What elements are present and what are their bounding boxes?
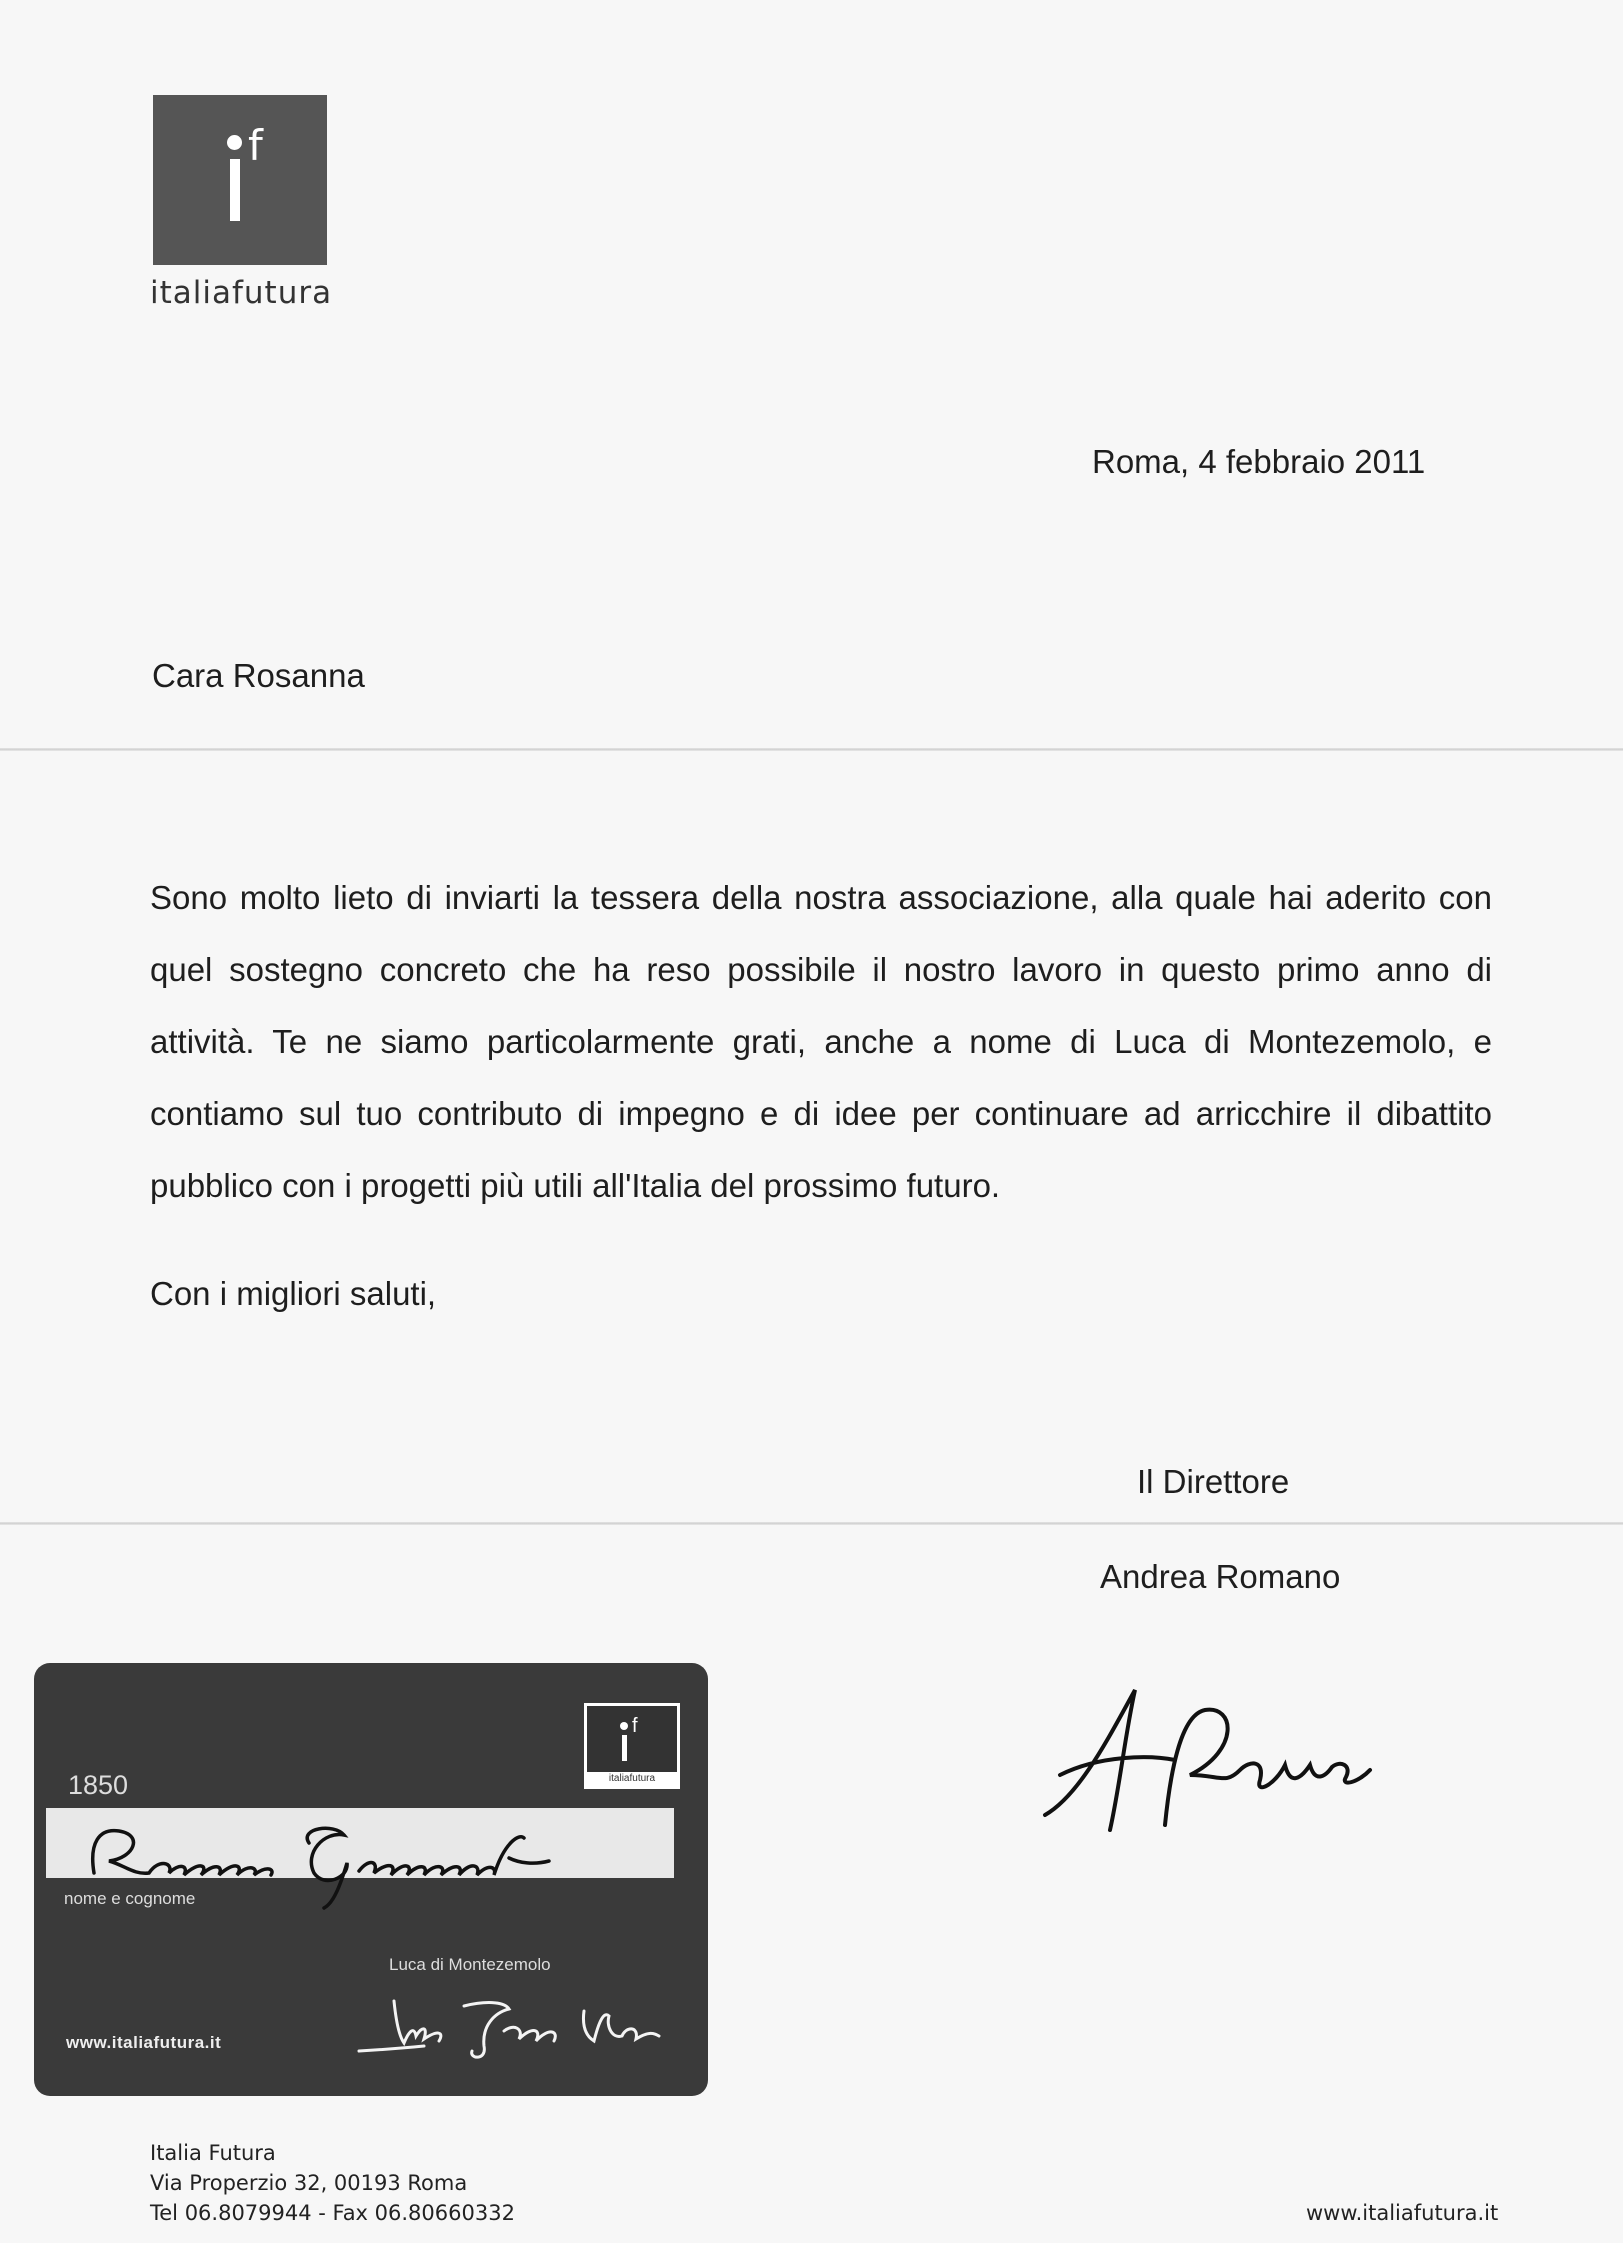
footer-phone-fax: Tel 06.8079944 - Fax 06.80660332 [150, 2201, 515, 2225]
paper-fold-top [0, 748, 1623, 751]
card-logo-dot [620, 1722, 628, 1730]
footer-org: Italia Futura [150, 2141, 276, 2165]
card-logo-f-mark: f [632, 1715, 638, 1737]
card-logo-bar [622, 1735, 627, 1761]
director-signature [1040, 1665, 1380, 1835]
letterhead-brand: italiafutura [150, 275, 333, 311]
footer-address-block [150, 2138, 515, 2228]
italiafutura-logo [153, 95, 327, 265]
paper-fold-bottom [0, 1522, 1623, 1525]
footer-address: Via Properzio 32, 00193 Roma [150, 2171, 468, 2195]
letter-body: Sono molto lieto di inviarti la tessera della nostra associazione, alla quale hai aderito con quel sostegno concreto che ha reso possibile il nostro lavoro in questo primo anno di attività. Te ne siamo particolarmente grati, anche a nome di Luca di Montezemolo, e contiamo sul tuo contributo di impegno e di idee per continuare ad arricchire il dibattito pubblico con i progetti più utili all'Italia del prossimo futuro. [150, 879, 1492, 1204]
card-logo [584, 1703, 680, 1789]
logo-dot [227, 135, 242, 150]
name-label: nome e cognome [64, 1889, 196, 1908]
salutation: Cara Rosanna [152, 657, 365, 694]
closing: Con i migliori saluti, [150, 1275, 437, 1312]
signatory-title: Il Direttore [1137, 1463, 1290, 1500]
signatory-name: Andrea Romano [1100, 1558, 1341, 1595]
date-line: Roma, 4 febbraio 2011 [1092, 443, 1426, 480]
footer-website: www.italiafutura.it [1306, 2201, 1499, 2225]
card-logo-name: italiafutura [587, 1772, 677, 1786]
logo-f-mark: f [248, 121, 263, 170]
card-url: www.italiafutura.it [66, 2033, 222, 2052]
logo-bar [230, 159, 240, 221]
president-signature [354, 1981, 674, 2061]
membership-card [34, 1663, 708, 2096]
president-name: Luca di Montezemolo [389, 1955, 551, 1974]
card-number: 1850 [68, 1770, 129, 1800]
